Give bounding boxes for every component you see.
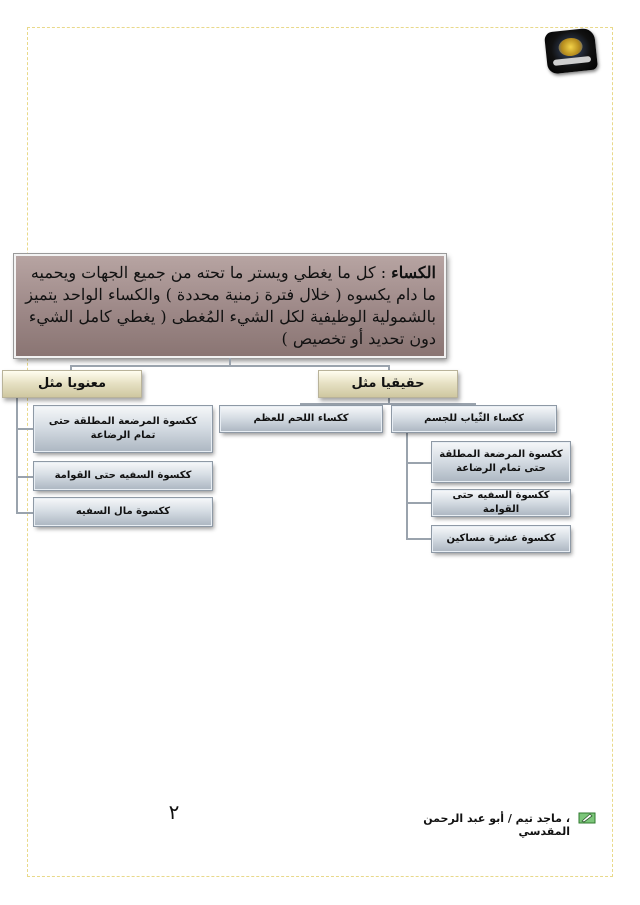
node-figurative-child-3: ككسوة مال السفيه xyxy=(34,498,212,526)
branch-literal: حقيقيا مثل xyxy=(318,370,458,398)
node-figurative-child-2: ككسوة السفيه حتى القوامة xyxy=(34,462,212,490)
connector-group-1-child-3 xyxy=(406,538,432,540)
definition-text: : كل ما يغطي ويستر ما تحته من جميع الجهات ويحميه ما دام يكسوه ( خلال فترة زمنية محددة ) والكساء الواحد يتميز بالشمولية الوظيفية لكل الشيء المُغطى ( يغطي كامل الشيء دون تحديد أو تخصيص ) xyxy=(25,263,436,348)
node-literal-child-3: ككسوة عشرة مساكين xyxy=(432,526,570,552)
definition-term: الكساء xyxy=(391,263,436,282)
connector-group-1-child-1 xyxy=(406,462,432,464)
definition-box xyxy=(14,254,446,358)
logo-emblem-shape xyxy=(558,37,584,57)
footer-credit: ، ماجد تيم / أبو عبد الرحمن المقدسي xyxy=(423,812,570,838)
connector-group-1-spine xyxy=(406,432,408,540)
connector-group-1-child-2 xyxy=(406,502,432,504)
node-literal-child-2: ككسوة السفيه حتى القوامة xyxy=(432,490,570,516)
node-garments-for-body: ككساء الثّياب للجسم xyxy=(392,406,556,432)
connector-top-bar xyxy=(70,365,390,367)
connector-figurative-child-1 xyxy=(16,428,34,430)
connector-figurative-child-2 xyxy=(16,476,34,478)
connector-literal-bar xyxy=(300,403,476,405)
connector-figurative-spine xyxy=(16,396,18,514)
emblem-logo xyxy=(544,28,598,75)
connector-figurative-child-3 xyxy=(16,512,34,514)
node-literal-child-1: ككسوة المرضعة المطلقة حتى تمام الرضاعة xyxy=(432,442,570,482)
node-flesh-for-bone: ككساء اللحم للعظم xyxy=(220,406,382,432)
pen-icon xyxy=(578,811,596,825)
node-figurative-child-1: ككسوة المرضعة المطلقة حتى تمام الرضاعة xyxy=(34,406,212,452)
page-number: ٢ xyxy=(168,800,180,824)
branch-figurative: معنويا مثل xyxy=(2,370,142,398)
logo-band-shape xyxy=(553,56,591,66)
